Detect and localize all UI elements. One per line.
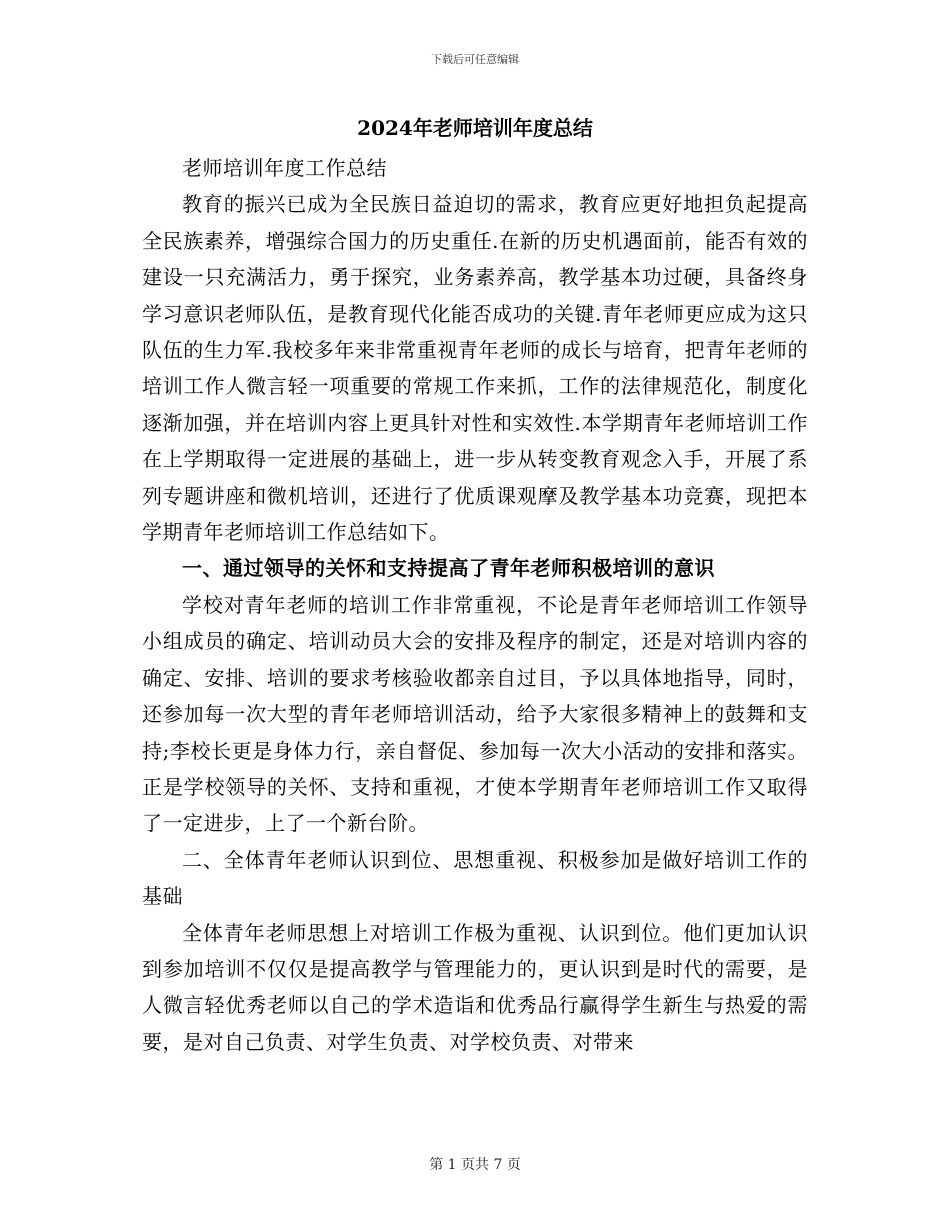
paragraph-section-2: 全体青年老师思想上对培训工作极为重视、认识到位。他们更加认识到参加培训不仅仅是提高教学与管理能力的，更认识到是时代的需要，是人微言轻优秀老师以自己的学术造诣和优秀品行赢得学生新生与热爱的需要，是对自己负责、对学生负责、对学校负责、对带来 (142, 920, 808, 1054)
section-heading-1: 一、通过领导的关怀和支持提高了青年老师积极培训的意识 (182, 556, 715, 581)
section-heading-2: 二、全体青年老师认识到位、思想重视、积极参加是做好培训工作的基础 (142, 847, 808, 909)
page-header: 下载后可任意编辑 (431, 53, 519, 66)
paragraph-subtitle: 老师培训年度工作总结 (182, 156, 387, 180)
paragraph-section-1: 学校对青年老师的培训工作非常重视，不论是青年老师培训工作领导小组成员的确定、培训动员大会的安排及程序的制定，还是对培训内容的确定、安排、培训的要求考核验收都亲自过目，予以具体地指导，同时，还参加每一次大型的青年老师培训活动，给予大家很多精神上的鼓舞和支持;李校长更是身体力行，亲自督促、参加每一次大小活动的安排和落实。正是学校领导的关怀、支持和重视，才使本学期青年老师培训工作又取得了一定进步，上了一个新台阶。 (142, 592, 808, 836)
paragraph-intro: 教育的振兴已成为全民族日益迫切的需求，教育应更好地担负起提高全民族素养，增强综合国力的历史重任.在新的历史机遇面前，能否有效的建设一只充满活力，勇于探究，业务素养高，教学基本功过硬，具备终身学习意识老师队伍，是教育现代化能否成功的关键.青年老师更应成为这只队伍的生力军.我校多年来非常重视青年老师的成长与培育，把青年老师的培训工作人微言轻一项重要的常规工作来抓，工作的法律规范化，制度化逐渐加强，并在培训内容上更具针对性和实效性.本学期青年老师培训工作在上学期取得一定进展的基础上，进一步从转变教育观念入手，开展了系列专题讲座和微机培训，还进行了优质课观摩及教学基本功竞赛，现把本学期青年老师培训工作总结如下。 (142, 192, 808, 545)
document-body (142, 112, 808, 1060)
page-footer: 第 1 页共 7 页 (429, 1157, 521, 1173)
document-title: 2024年老师培训年度总结 (357, 116, 593, 140)
